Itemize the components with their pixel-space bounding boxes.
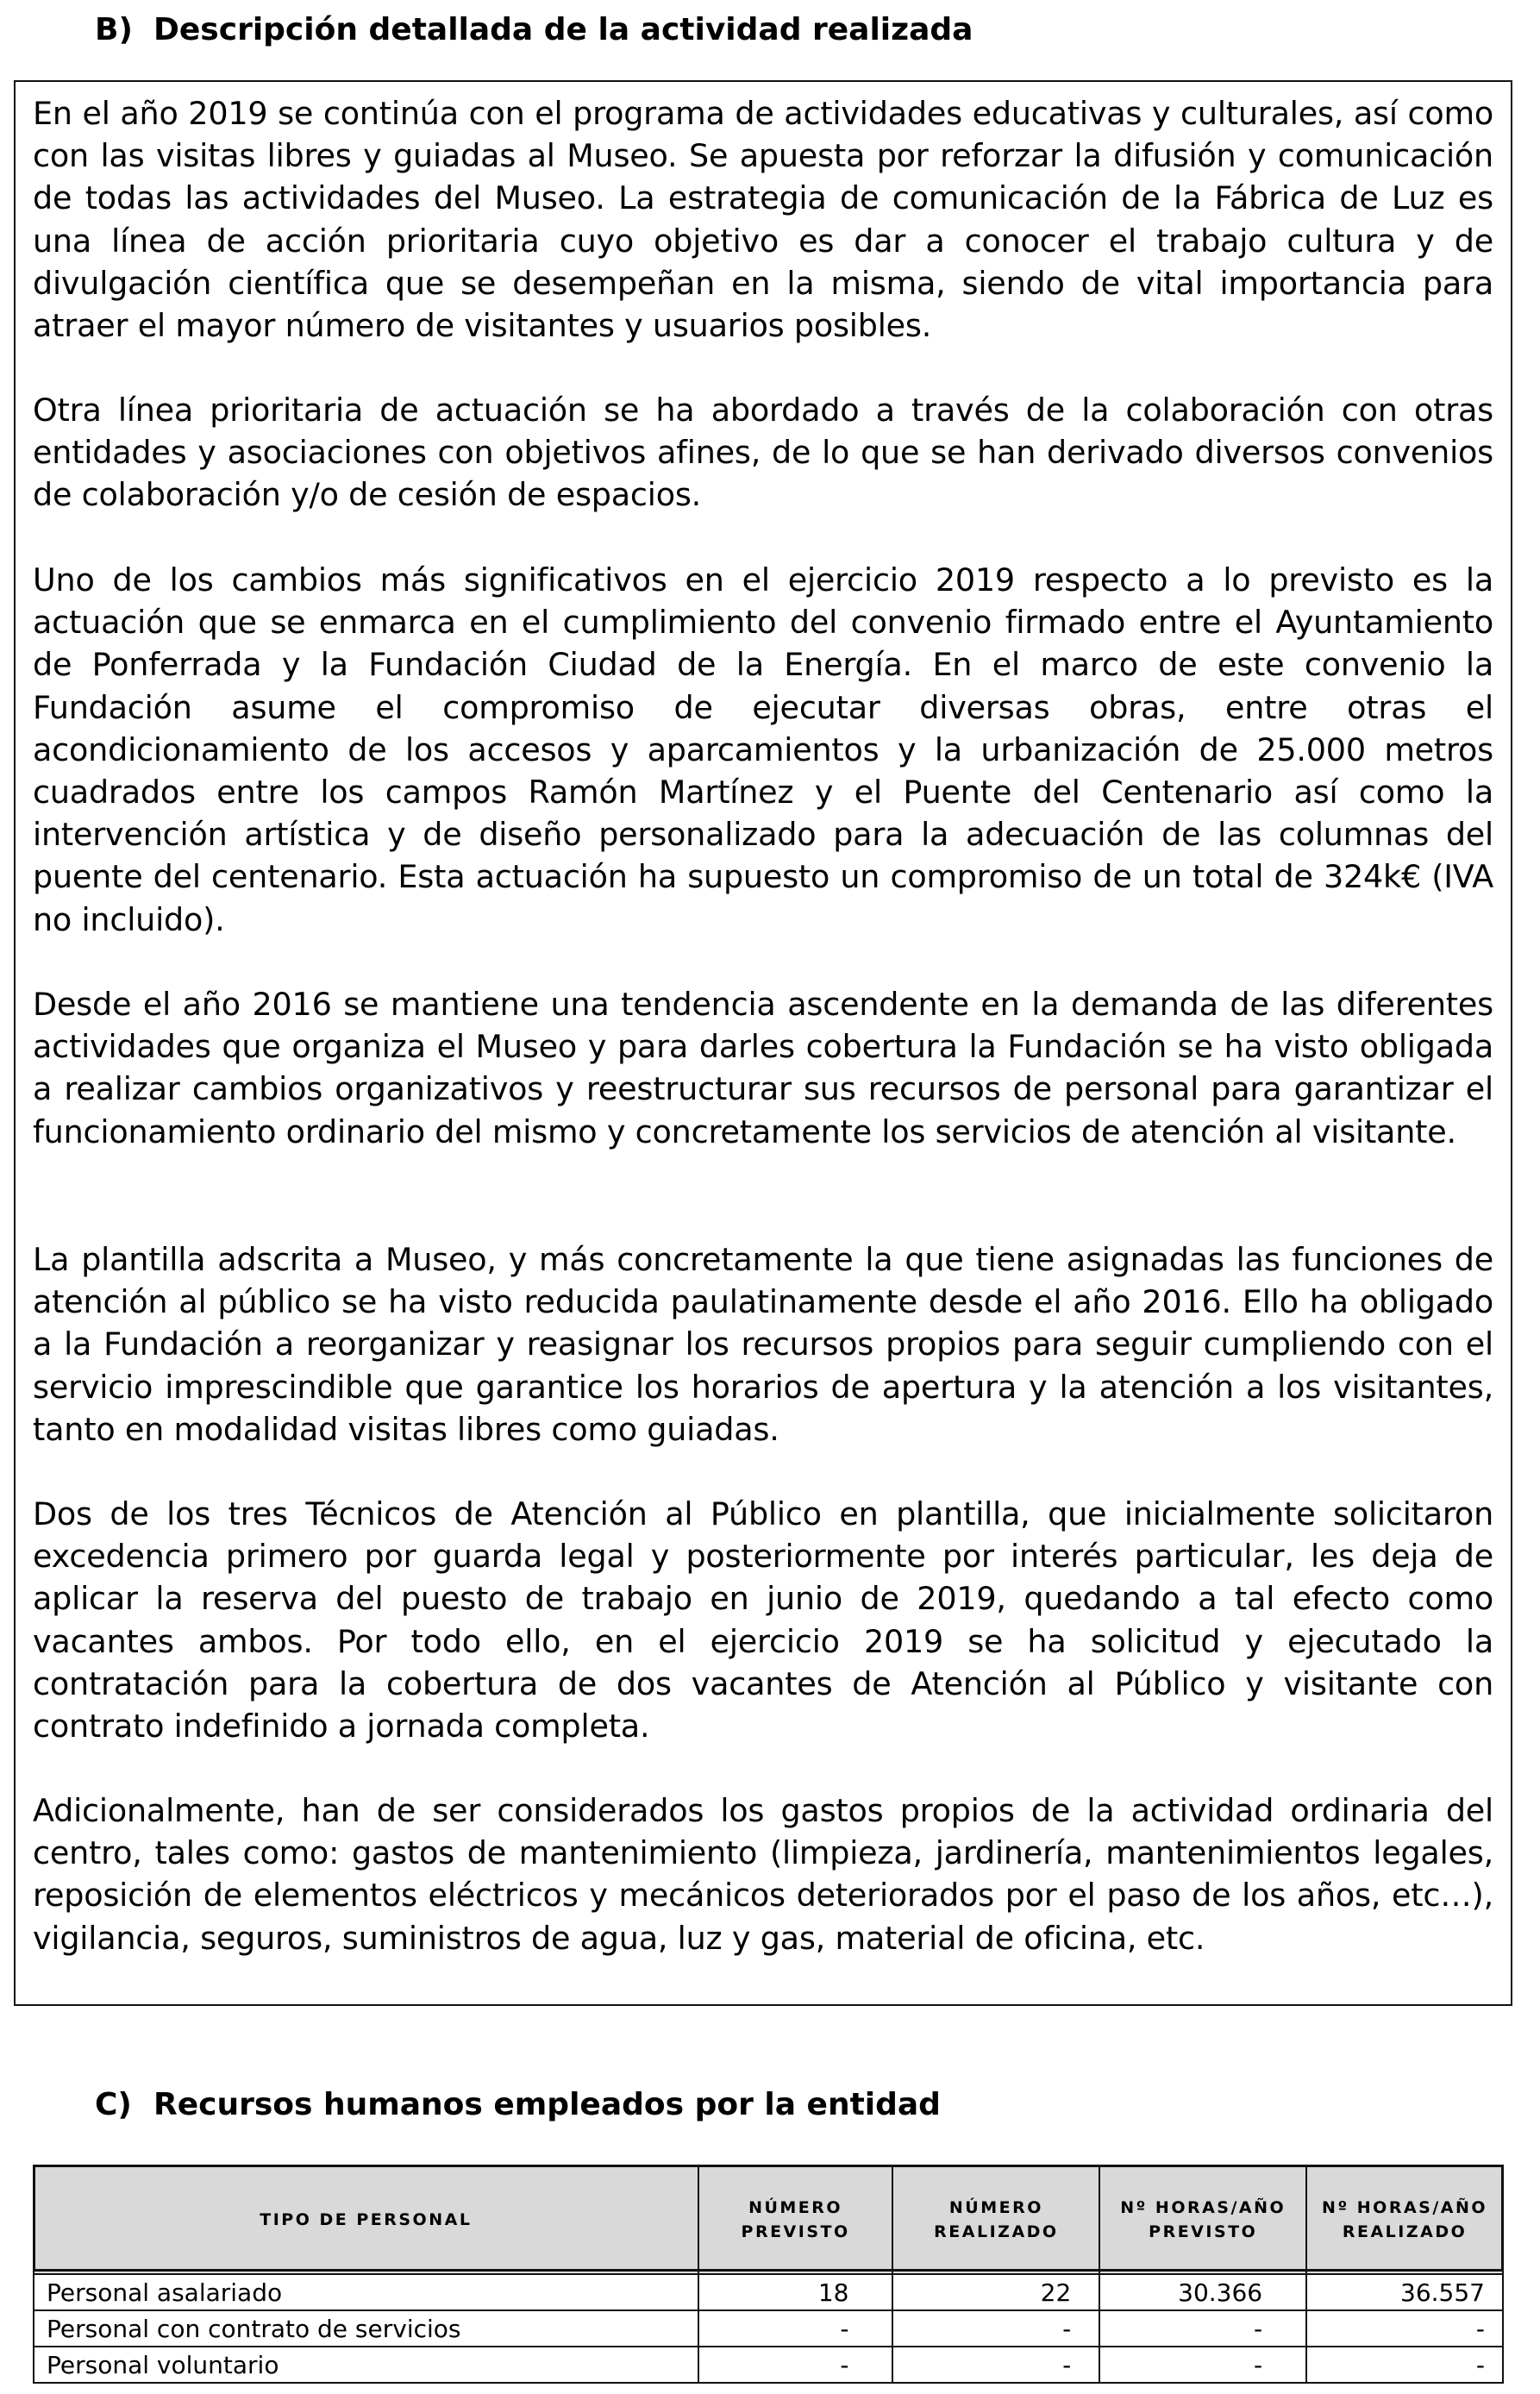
table-row (34, 2274, 1503, 2310)
header-tipo-personal: TIPO DE PERSONAL (34, 2165, 698, 2274)
section-b-heading (95, 12, 973, 47)
section-c-heading (95, 2087, 941, 2122)
header-numero-realizado: NÚMERO REALIZADO (892, 2165, 1099, 2274)
horas-previsto-cell: 30.366 (1099, 2274, 1306, 2310)
paragraph-7: Adicionalmente, han de ser considerados los gastos propios de la actividad ordinaria del centro, tales como: gastos de mantenimiento (limpieza, jardinería, mantenimientos legales, reposición de elementos eléctricos y mecánicos deteriorados por el paso de los años, etc…), vigilancia, seguros, suministros de agua, luz y gas, material de oficina, etc. (33, 1792, 1493, 1957)
table-row (34, 2310, 1503, 2347)
horas-realizado-cell: - (1306, 2347, 1503, 2383)
section-b-title: Descripción detallada de la actividad realizada (153, 12, 973, 47)
numero-realizado-cell: - (892, 2310, 1099, 2347)
horas-previsto-cell: - (1099, 2310, 1306, 2347)
numero-previsto-cell: 18 (698, 2274, 893, 2310)
paragraph-4: Desde el año 2016 se mantiene una tendencia ascendente en la demanda de las diferentes actividades que organiza el Museo y para darles cobertura la Fundación se ha visto obligada a realizar cambios organizativos y reestructurar sus recursos de personal para garantizar el funcionamiento ordinario del mismo y concretamente los servicios de atención al visitante. (33, 986, 1493, 1150)
paragraph-5: La plantilla adscrita a Museo, y más concretamente la que tiene asignadas las funciones de atención al público se ha visto reducida paulatinamente desde el año 2016. Ello ha obligado a la Fundación a reorganizar y reasignar los recursos propios para seguir cumpliendo con el servicio imprescindible que garantice los horarios de apertura y la atención a los visitantes, tanto en modalidad visitas libres como guiadas. (33, 1241, 1493, 1448)
activity-description-box (14, 80, 1512, 2006)
numero-realizado-cell: - (892, 2347, 1099, 2383)
header-numero-previsto: NÚMERO PREVISTO (698, 2165, 893, 2274)
numero-realizado-cell: 22 (892, 2274, 1099, 2310)
row-label: Personal voluntario (34, 2347, 698, 2383)
section-b-label: B) (95, 12, 133, 47)
header-horas-realizado: Nº HORAS/AÑO REALIZADO (1306, 2165, 1503, 2274)
numero-previsto-cell: - (698, 2310, 893, 2347)
horas-realizado-cell: - (1306, 2310, 1503, 2347)
paragraph-3: Uno de los cambios más significativos en el ejercicio 2019 respecto a lo previsto es la actuación que se enmarca en el cumplimiento del convenio firmado entre el Ayuntamiento de Ponferrada y la Fundación Ciudad de la Energía. En el marco de este convenio la Fundación asume el compromiso de ejecutar diversas obras, entre otras el acondicionamiento de los accesos y aparcamientos y la urbanización de 25.000 metros cuadrados entre los campos Ramón Martínez y el Puente del Centenario así como la intervención artística y de diseño personalizado para la adecuación de las columnas del puente del centenario. Esta actuación ha supuesto un compromiso de un total de 324k€ (IVA no incluido). (33, 561, 1493, 938)
table-header-row (34, 2165, 1503, 2274)
paragraph-2: Otra línea prioritaria de actuación se ha abordado a través de la colaboración con otras entidades y asociaciones con objetivos afines, de lo que se han derivado diversos convenios de colaboración y/o de cesión de espacios. (33, 392, 1493, 514)
row-label: Personal con contrato de servicios (34, 2310, 698, 2347)
table-row (34, 2347, 1503, 2383)
section-c-title: Recursos humanos empleados por la entidad (153, 2087, 941, 2122)
numero-previsto-cell: - (698, 2347, 893, 2383)
paragraph-6: Dos de los tres Técnicos de Atención al Público en plantilla, que inicialmente solicitaron excedencia primero por guarda legal y posteriormente por interés particular, les deja de aplicar la reserva del puesto de trabajo en junio de 2019, quedando a tal efecto como vacantes ambos. Por todo ello, en el ejercicio 2019 se ha solicitud y ejecutado la contratación para la cobertura de dos vacantes de Atención al Público y visitante con contrato indefinido a jornada completa. (33, 1495, 1493, 1745)
human-resources-table (33, 2165, 1504, 2384)
paragraph-1: En el año 2019 se continúa con el programa de actividades educativas y culturales, así como con las visitas libres y guiadas al Museo. Se apuesta por reforzar la difusión y comunicación de todas las actividades del Museo. La estrategia de comunicación de la Fábrica de Luz es una línea de acción prioritaria cuyo objetivo es dar a conocer el trabajo cultura y de divulgación científica que se desempeñan en la misma, siendo de vital importancia para atraer el mayor número de visitantes y usuarios posibles. (33, 95, 1493, 345)
horas-realizado-cell: 36.557 (1306, 2274, 1503, 2310)
row-label: Personal asalariado (34, 2274, 698, 2310)
section-c-label: C) (95, 2087, 132, 2122)
horas-previsto-cell: - (1099, 2347, 1306, 2383)
header-horas-previsto: Nº HORAS/AÑO PREVISTO (1099, 2165, 1306, 2274)
